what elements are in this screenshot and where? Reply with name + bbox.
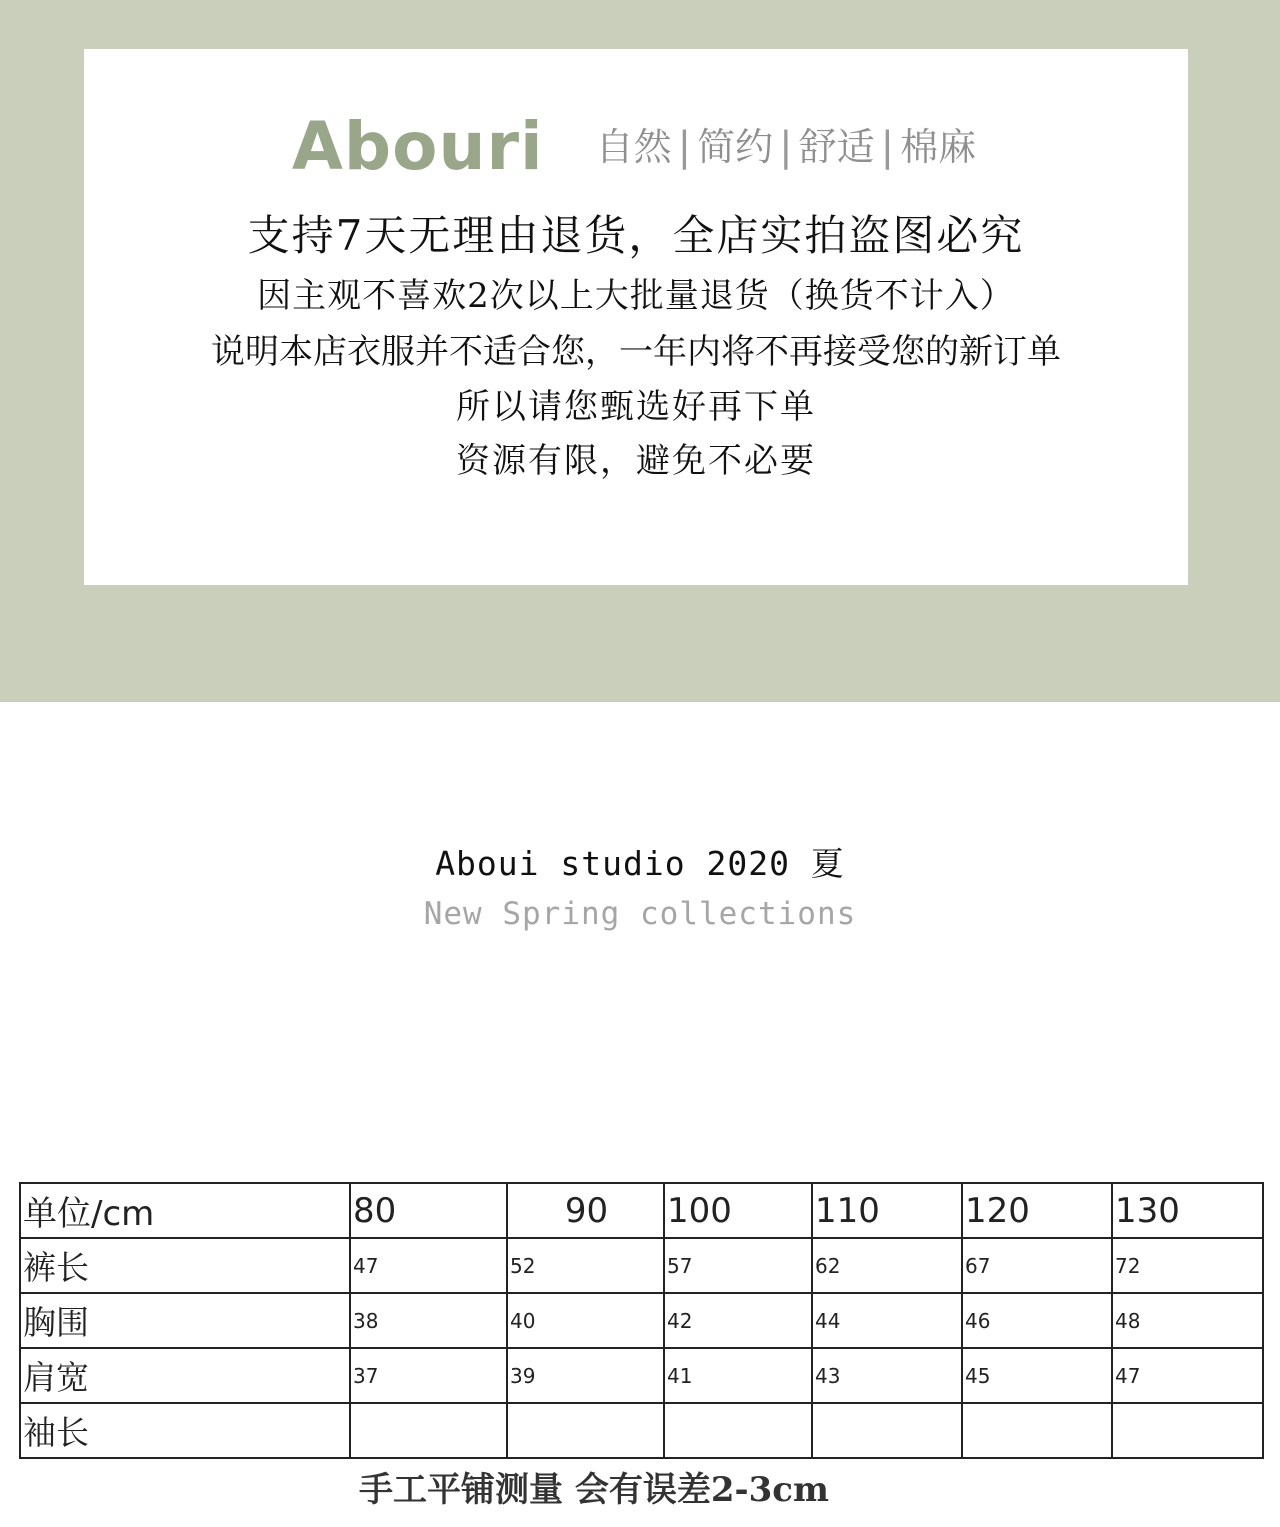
size-chart-table bbox=[19, 1182, 1264, 1459]
table-row bbox=[20, 1293, 1263, 1348]
brand-logo: Abouri bbox=[291, 108, 544, 185]
measurement-label: 肩宽 bbox=[20, 1348, 350, 1403]
measurement-value bbox=[507, 1403, 664, 1458]
policy-line: 资源有限，避免不必要 bbox=[456, 441, 816, 481]
measurement-value: 67 bbox=[962, 1238, 1112, 1293]
measurement-value: 41 bbox=[664, 1348, 812, 1403]
measurement-note: 手工平铺测量 会有误差2-3cm bbox=[359, 1470, 829, 1510]
measurement-value bbox=[664, 1403, 812, 1458]
measurement-value: 40 bbox=[507, 1293, 664, 1348]
table-row bbox=[20, 1238, 1263, 1293]
table-row bbox=[20, 1403, 1263, 1458]
measurement-value: 62 bbox=[812, 1238, 962, 1293]
size-header-cell: 90 bbox=[507, 1183, 664, 1238]
measurement-value: 39 bbox=[507, 1348, 664, 1403]
measurement-value bbox=[1112, 1403, 1263, 1458]
brand-tag: 自然 bbox=[595, 125, 672, 169]
collection-subtitle: New Spring collections bbox=[423, 896, 857, 932]
measurement-value: 52 bbox=[507, 1238, 664, 1293]
measurement-value: 44 bbox=[812, 1293, 962, 1348]
table-header-row bbox=[20, 1183, 1263, 1238]
measurement-value: 47 bbox=[350, 1238, 507, 1293]
notice-card bbox=[84, 49, 1188, 585]
measurement-value bbox=[962, 1403, 1112, 1458]
measurement-value: 57 bbox=[664, 1238, 812, 1293]
measurement-label: 袖长 bbox=[20, 1403, 350, 1458]
policy-line: 说明本店衣服并不适合您，一年内将不再接受您的新订单 bbox=[211, 332, 1061, 372]
measurement-value: 38 bbox=[350, 1293, 507, 1348]
brand-tag: 舒适 bbox=[798, 125, 875, 169]
measurement-value: 48 bbox=[1112, 1293, 1263, 1348]
measurement-label: 裤长 bbox=[20, 1238, 350, 1293]
tag-separator: | bbox=[880, 124, 895, 170]
tag-separator: | bbox=[779, 124, 793, 170]
measurement-value: 43 bbox=[812, 1348, 962, 1403]
size-header-cell: 120 bbox=[962, 1183, 1112, 1238]
measurement-value: 37 bbox=[350, 1348, 507, 1403]
measurement-value bbox=[350, 1403, 507, 1458]
table-row bbox=[20, 1348, 1263, 1403]
policy-line: 因主观不喜欢2次以上大批量退货（换货不计入） bbox=[257, 276, 1015, 316]
size-header-cell: 100 bbox=[664, 1183, 812, 1238]
unit-header-cell: 单位/cm bbox=[20, 1183, 350, 1238]
brand-row bbox=[84, 107, 1188, 187]
studio-title: Aboui studio 2020 夏 bbox=[435, 844, 845, 883]
size-header-cell: 110 bbox=[812, 1183, 962, 1238]
policy-headline: 支持7天无理由退货，全店实拍盗图必究 bbox=[247, 211, 1025, 260]
measurement-value bbox=[812, 1403, 962, 1458]
brand-tags bbox=[592, 107, 981, 187]
brand-tag: 简约 bbox=[697, 125, 774, 169]
size-header-cell: 80 bbox=[350, 1183, 507, 1238]
size-header-cell: 130 bbox=[1112, 1183, 1263, 1238]
policy-line: 所以请您甄选好再下单 bbox=[456, 387, 816, 427]
notice-banner bbox=[0, 0, 1280, 702]
brand-tag: 棉麻 bbox=[900, 125, 977, 169]
measurement-label: 胸围 bbox=[20, 1293, 350, 1348]
tag-separator: | bbox=[677, 124, 692, 170]
measurement-value: 47 bbox=[1112, 1348, 1263, 1403]
measurement-value: 72 bbox=[1112, 1238, 1263, 1293]
return-policy-text bbox=[84, 204, 1188, 488]
measurement-value: 42 bbox=[664, 1293, 812, 1348]
measurement-value: 45 bbox=[962, 1348, 1112, 1403]
measurement-value: 46 bbox=[962, 1293, 1112, 1348]
